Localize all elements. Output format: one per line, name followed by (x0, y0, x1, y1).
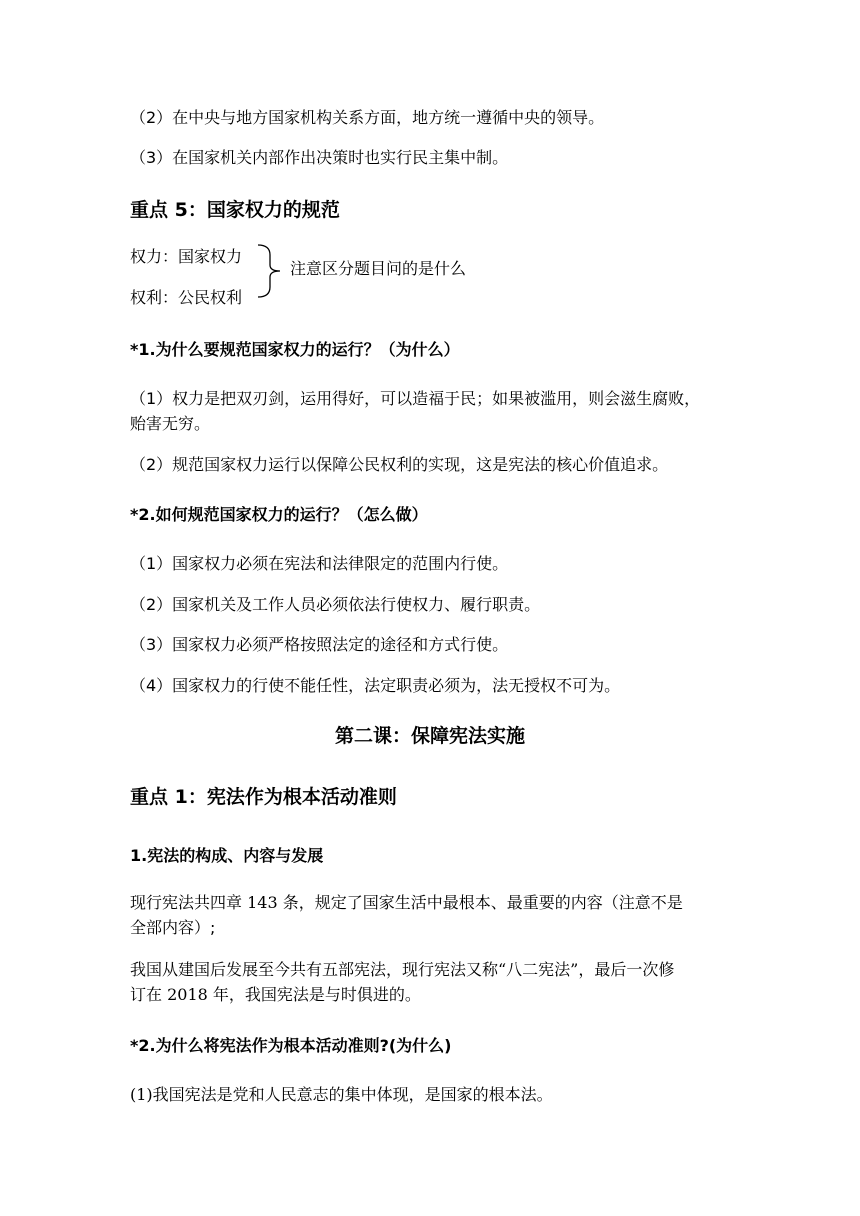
answer-line: (1)我国宪法是党和人民意志的集中体现，是国家的根本法。 (130, 1085, 553, 1104)
lesson-title: 第二课：保障宪法实施 (334, 725, 525, 747)
answer-line: （1）权力是把双刃剑，运用得好，可以造福于民；如果被滥用，则会滋生腐败， (130, 389, 701, 408)
question-title: *2.为什么将宪法作为根本活动准则?(为什么) (130, 1036, 452, 1055)
answer-line: （1）国家权力必须在宪法和法律限定的范围内行使。 (130, 554, 509, 573)
answer-line: （4）国家权力的行使不能任性，法定职责必须为，法无授权不可为。 (130, 676, 621, 695)
subsection-title: 1.宪法的构成、内容与发展 (130, 846, 324, 865)
answer-line: （2）规范国家权力运行以保障公民权利的实现，这是宪法的核心价值追求。 (130, 455, 669, 474)
power-label: 权力：国家权力 (130, 247, 243, 266)
section-heading: 重点 5：国家权力的规范 (130, 199, 340, 221)
answer-line: （2）国家机关及工作人员必须依法行使权力、履行职责。 (130, 595, 541, 614)
paragraph-line: 订在 2018 年，我国宪法是与时俱进的。 (130, 985, 421, 1004)
section-heading: 重点 1：宪法作为根本活动准则 (130, 786, 397, 808)
paragraph-line: 全部内容）; (130, 918, 216, 937)
question-title: *2.如何规范国家权力的运行？（怎么做） (130, 505, 428, 524)
list-item: （2）在中央与地方国家机构关系方面，地方统一遵循中央的领导。 (130, 108, 605, 127)
brace-note: 注意区分题目问的是什么 (290, 259, 467, 278)
answer-line: （3）国家权力必须严格按照法定的途径和方式行使。 (130, 635, 509, 654)
curly-brace-icon (256, 243, 286, 299)
paragraph-line: 我国从建国后发展至今共有五部宪法，现行宪法又称“八二宪法”，最后一次修 (130, 960, 675, 979)
rights-label: 权利：公民权利 (130, 288, 243, 307)
list-item: （3）在国家机关内部作出决策时也实行民主集中制。 (130, 148, 509, 167)
answer-line: 贻害无穷。 (130, 414, 211, 433)
question-title: *1.为什么要规范国家权力的运行？（为什么） (130, 340, 460, 359)
paragraph-line: 现行宪法共四章 143 条，规定了国家生活中最根本、最重要的内容（注意不是 (130, 893, 683, 912)
